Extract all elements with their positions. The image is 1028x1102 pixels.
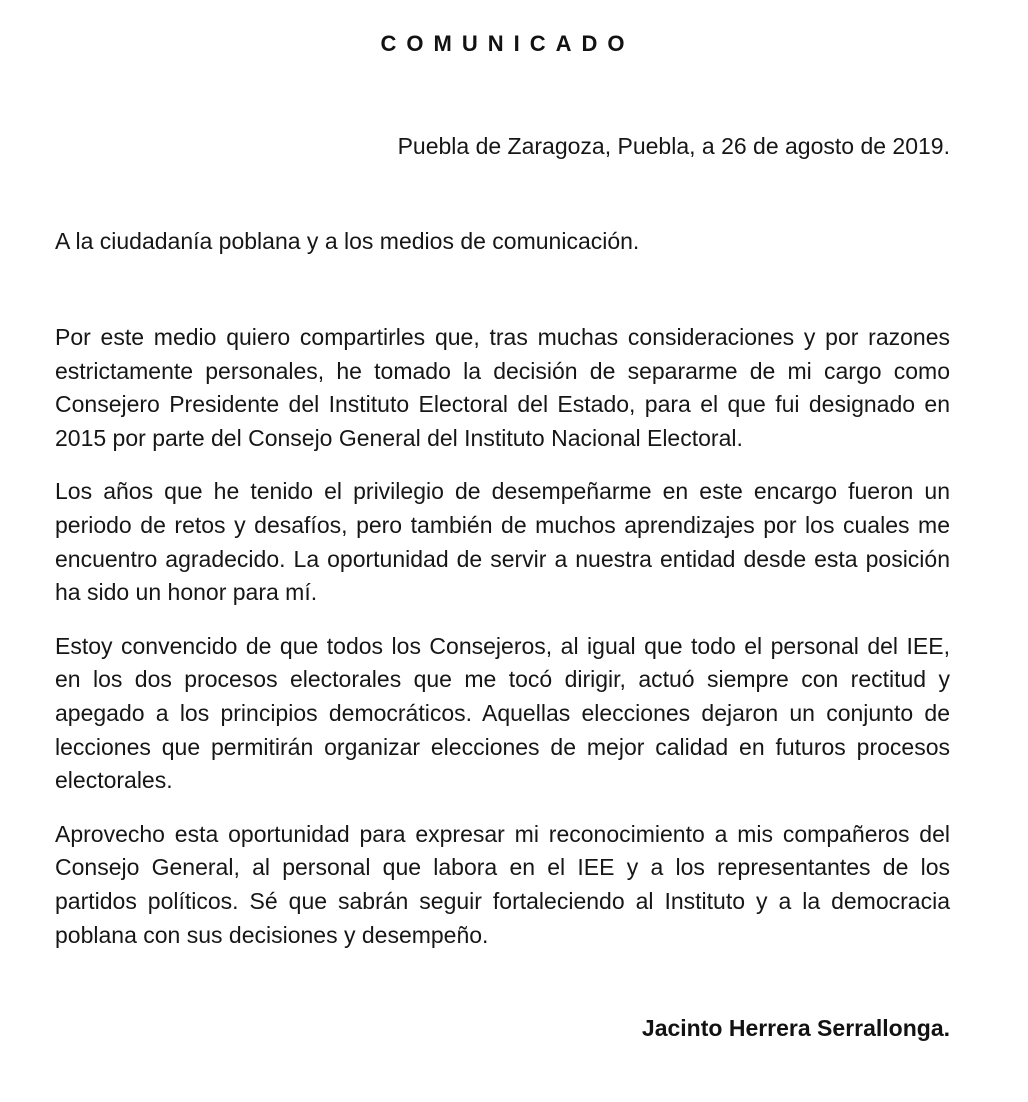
- salutation: A la ciudadanía poblana y a los medios de comunicación.: [55, 228, 640, 254]
- body-paragraph-3: Estoy convencido de que todos los Consejeros, al igual que todo el personal del IEE, en los dos procesos electorales que me tocó dirigir, actuó siempre con rectitud y apegado a los principios democráticos. Aquellas elecciones dejaron un conjunto de lecciones que permitirán organizar elecciones de mejor calidad en futuros procesos electorales.: [55, 632, 950, 794]
- body-paragraph-4: Aprovecho esta oportunidad para expresar mi reconocimiento a mis compañeros del Consejo General, al personal que labora en el IEE y a los representantes de los partidos políticos. Sé que sabrán seguir fortaleciendo al Instituto y a la democracia poblana con sus decisiones y desempeño.: [55, 820, 950, 948]
- signature: Jacinto Herrera Serrallonga.: [641, 1015, 950, 1042]
- body-paragraph-2: Los años que he tenido el privilegio de desempeñarme en este encargo fueron un periodo de retos y desafíos, pero también de muchos aprendizajes por los cuales me encuentro agradecido. La oportunidad de servir a nuestra entidad desde esta posición ha sido un honor para mí.: [55, 478, 950, 606]
- dateline: Puebla de Zaragoza, Puebla, a 26 de agosto de 2019.: [397, 133, 950, 159]
- page-title: COMUNICADO: [380, 31, 635, 56]
- body-paragraph-1: Por este medio quiero compartirles que, tras muchas consideraciones y por razones estrictamente personales, he tomado la decisión de separarme de mi cargo como Consejero Presidente del Instituto Electoral del Estado, para el que fui designado en 2015 por parte del Consejo General del Instituto Nacional Electoral.: [55, 324, 950, 451]
